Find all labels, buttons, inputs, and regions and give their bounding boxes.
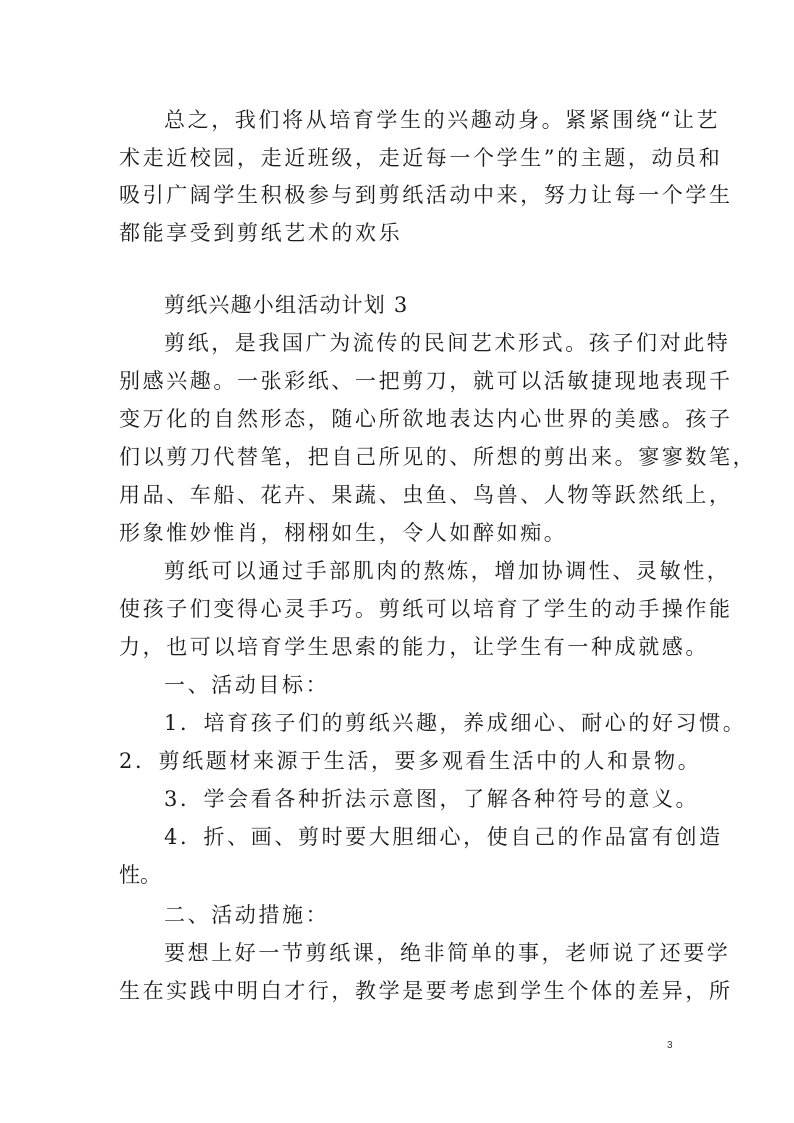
paragraph-line: 剪纸，是我国广为流传的民间艺术形式。孩子们对此特 [164, 331, 731, 355]
list-item: 4．折、画、剪时要大胆细心，使自己的作品富有创造 [164, 825, 723, 849]
paragraph-line: 剪纸可以通过手部肌肉的熬炼，增加协调性、灵敏性， [164, 559, 731, 583]
list-item: 1．培育孩子们的剪纸兴趣，养成细心、耐心的好习惯。 [164, 711, 747, 735]
list-heading: 一、活动目标： [164, 673, 330, 697]
list-item: 3．学会看各种折法示意图，了解各种符号的意义。 [164, 787, 700, 811]
paragraph-line: 力，也可以培育学生思索的能力，让学生有一种成就感。 [119, 635, 709, 659]
paragraph-line: 们以剪刀代替笔，把自己所见的、所想的剪出来。寥寥数笔， [119, 445, 757, 469]
list-item-continuation: 性。 [119, 863, 161, 887]
section-heading: 剪纸兴趣小组活动计划 3 [164, 293, 409, 317]
paragraph-line: 要想上好一节剪纸课，绝非简单的事，老师说了还要学 [164, 941, 731, 965]
list-item: 2．剪纸题材来源于生活，要多观看生活中的人和景物。 [119, 749, 702, 773]
paragraph-line: 总之，我们将从培育学生的兴趣动身。紧紧围绕“让艺 [164, 108, 721, 132]
paragraph-line: 别感兴趣。一张彩纸、一把剪刀，就可以活敏捷现地表现千 [119, 369, 733, 393]
paragraph-line: 用品、车船、花卉、果蔬、虫鱼、鸟兽、人物等跃然纸上， [119, 483, 733, 507]
list-heading: 二、活动措施： [164, 903, 330, 927]
paragraph-line: 使孩子们变得心灵手巧。剪纸可以培育了学生的动手操作能 [119, 597, 733, 621]
paragraph-line: 生在实践中明白才行，教学是要考虑到学生个体的差异，所 [119, 979, 733, 1003]
paragraph-line: 形象惟妙惟肖，栩栩如生，令人如醉如痴。 [119, 521, 568, 545]
paragraph-line: 变万化的自然形态，随心所欲地表达内心世界的美感。孩子 [119, 407, 733, 431]
paragraph-line: 吸引广阔学生积极参与到剪纸活动中来，努力让每一个学生 [119, 183, 733, 207]
paragraph-line: 都能享受到剪纸艺术的欢乐 [119, 221, 403, 245]
page-number: 3 [667, 1040, 673, 1051]
paragraph-line: 术走近校园，走近班级，走近每一个学生”的主题，动员和 [119, 146, 723, 170]
